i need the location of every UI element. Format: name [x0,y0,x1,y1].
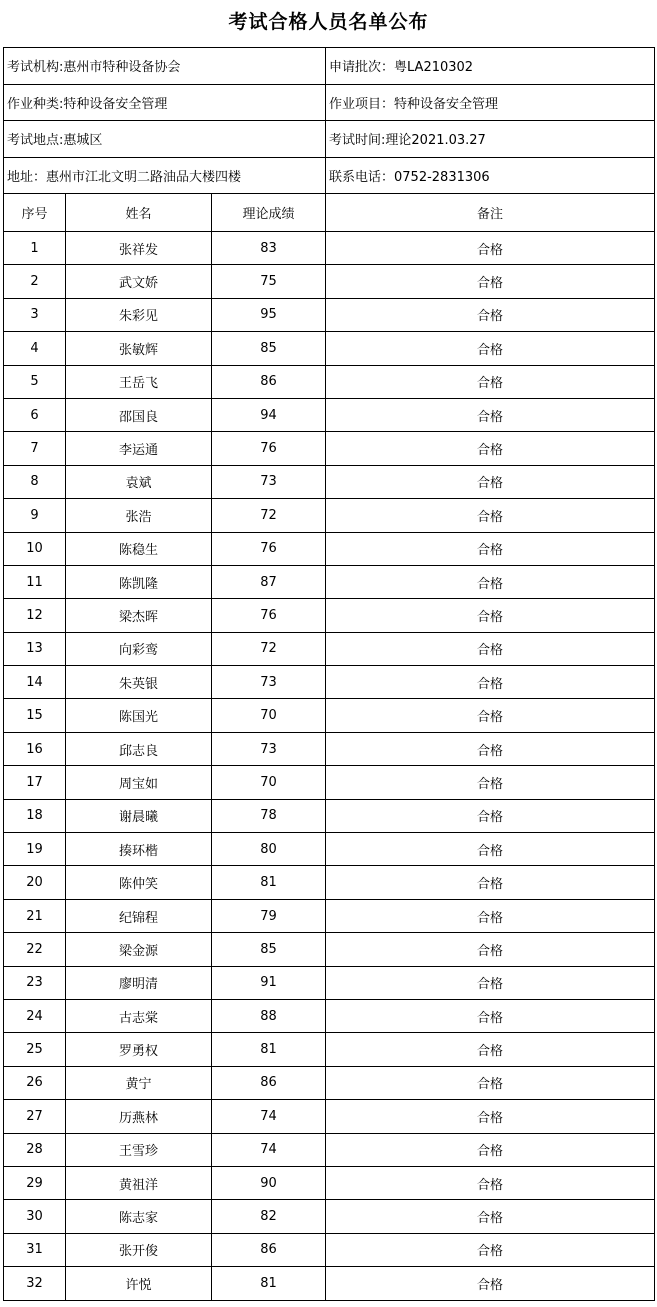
cell-name: 王雪珍 [66,1133,212,1166]
table-row [4,532,655,565]
cell-remark: 合格 [326,766,655,799]
cell-seq: 7 [4,432,66,465]
cell-remark: 合格 [326,499,655,532]
table-row [4,1133,655,1166]
cell-seq: 11 [4,565,66,598]
cell-name: 揍环楷 [66,833,212,866]
table-row [4,1100,655,1133]
cell-score: 80 [212,833,326,866]
table-row [4,265,655,298]
cell-remark: 合格 [326,1066,655,1099]
cell-score: 81 [212,866,326,899]
cell-score: 70 [212,766,326,799]
cell-name: 王岳飞 [66,365,212,398]
cell-seq: 31 [4,1233,66,1266]
cell-name: 罗勇权 [66,1033,212,1066]
cell-seq: 14 [4,666,66,699]
cell-name: 朱英银 [66,666,212,699]
cell-remark: 合格 [326,465,655,498]
results-table-body [4,48,655,1301]
cell-seq: 12 [4,599,66,632]
cell-score: 73 [212,465,326,498]
cell-score: 72 [212,632,326,665]
cell-score: 73 [212,732,326,765]
table-row [4,599,655,632]
cell-seq: 17 [4,766,66,799]
table-row [4,1233,655,1266]
cell-remark: 合格 [326,398,655,431]
table-row [4,866,655,899]
exam-location: 考试地点:惠城区 [4,121,326,158]
cell-name: 李运通 [66,432,212,465]
cell-seq: 28 [4,1133,66,1166]
cell-seq: 6 [4,398,66,431]
cell-name: 廖明清 [66,966,212,999]
cell-remark: 合格 [326,432,655,465]
work-category: 作业种类:特种设备安全管理 [4,84,326,121]
cell-score: 81 [212,1033,326,1066]
cell-remark: 合格 [326,232,655,265]
page-title: 考试合格人员名单公布 [228,10,429,33]
header-remark: 备注 [326,194,655,232]
cell-score: 82 [212,1200,326,1233]
table-row [4,298,655,331]
cell-seq: 2 [4,265,66,298]
info-row-location [4,121,655,158]
address: 地址：惠州市江北文明二路油品大楼四楼 [4,157,326,194]
table-row [4,398,655,431]
cell-remark: 合格 [326,1100,655,1133]
cell-seq: 29 [4,1166,66,1199]
cell-score: 85 [212,933,326,966]
application-batch: 申请批次：粤LA210302 [326,48,655,85]
table-row [4,332,655,365]
cell-seq: 21 [4,899,66,932]
cell-score: 94 [212,398,326,431]
cell-seq: 30 [4,1200,66,1233]
results-table [3,47,655,1301]
cell-score: 70 [212,699,326,732]
table-row [4,1200,655,1233]
table-row [4,966,655,999]
cell-name: 张敏辉 [66,332,212,365]
cell-remark: 合格 [326,933,655,966]
header-score: 理论成绩 [212,194,326,232]
cell-remark: 合格 [326,1133,655,1166]
table-row [4,365,655,398]
cell-remark: 合格 [326,332,655,365]
cell-score: 91 [212,966,326,999]
cell-score: 81 [212,1267,326,1300]
cell-name: 历燕林 [66,1100,212,1133]
cell-seq: 15 [4,699,66,732]
cell-score: 95 [212,298,326,331]
cell-name: 纪锦程 [66,899,212,932]
cell-seq: 8 [4,465,66,498]
cell-score: 76 [212,599,326,632]
table-row [4,1033,655,1066]
table-header-row [4,194,655,232]
cell-seq: 32 [4,1267,66,1300]
table-row [4,1066,655,1099]
cell-name: 陈国光 [66,699,212,732]
cell-seq: 1 [4,232,66,265]
cell-score: 72 [212,499,326,532]
cell-score: 90 [212,1166,326,1199]
table-row [4,1267,655,1300]
cell-score: 78 [212,799,326,832]
cell-score: 86 [212,365,326,398]
table-row [4,799,655,832]
info-row-address [4,157,655,194]
cell-name: 梁杰晖 [66,599,212,632]
info-row-org [4,48,655,85]
cell-score: 76 [212,432,326,465]
cell-score: 73 [212,666,326,699]
cell-score: 86 [212,1233,326,1266]
table-row [4,766,655,799]
cell-remark: 合格 [326,532,655,565]
work-item: 作业项目：特种设备安全管理 [326,84,655,121]
table-row [4,833,655,866]
cell-remark: 合格 [326,666,655,699]
table-row [4,499,655,532]
cell-seq: 22 [4,933,66,966]
cell-remark: 合格 [326,1233,655,1266]
cell-remark: 合格 [326,632,655,665]
cell-remark: 合格 [326,565,655,598]
cell-seq: 23 [4,966,66,999]
cell-remark: 合格 [326,1267,655,1300]
cell-score: 83 [212,232,326,265]
cell-name: 陈志家 [66,1200,212,1233]
cell-name: 周宝如 [66,766,212,799]
cell-name: 陈仲笑 [66,866,212,899]
table-row [4,632,655,665]
cell-name: 邱志良 [66,732,212,765]
cell-name: 张浩 [66,499,212,532]
cell-score: 74 [212,1100,326,1133]
cell-seq: 19 [4,833,66,866]
exam-time: 考试时间:理论2021.03.27 [326,121,655,158]
cell-seq: 25 [4,1033,66,1066]
cell-remark: 合格 [326,298,655,331]
cell-remark: 合格 [326,599,655,632]
cell-remark: 合格 [326,265,655,298]
cell-name: 梁金源 [66,933,212,966]
cell-seq: 20 [4,866,66,899]
cell-name: 邵国良 [66,398,212,431]
cell-seq: 24 [4,999,66,1032]
cell-name: 陈稳生 [66,532,212,565]
cell-name: 袁斌 [66,465,212,498]
cell-score: 86 [212,1066,326,1099]
table-row [4,732,655,765]
cell-name: 朱彩见 [66,298,212,331]
cell-score: 75 [212,265,326,298]
cell-seq: 3 [4,298,66,331]
cell-score: 79 [212,899,326,932]
cell-remark: 合格 [326,999,655,1032]
table-row [4,565,655,598]
cell-score: 85 [212,332,326,365]
header-name: 姓名 [66,194,212,232]
cell-seq: 10 [4,532,66,565]
cell-name: 陈凯隆 [66,565,212,598]
table-row [4,933,655,966]
cell-name: 谢晨曦 [66,799,212,832]
cell-score: 88 [212,999,326,1032]
cell-name: 古志棠 [66,999,212,1032]
cell-remark: 合格 [326,866,655,899]
cell-remark: 合格 [326,899,655,932]
contact-phone: 联系电话：0752-2831306 [326,157,655,194]
cell-seq: 9 [4,499,66,532]
cell-name: 黄祖洋 [66,1166,212,1199]
cell-remark: 合格 [326,1033,655,1066]
info-row-category [4,84,655,121]
cell-seq: 13 [4,632,66,665]
table-row [4,666,655,699]
cell-remark: 合格 [326,365,655,398]
cell-seq: 4 [4,332,66,365]
header-seq: 序号 [4,194,66,232]
cell-seq: 5 [4,365,66,398]
cell-remark: 合格 [326,833,655,866]
table-row [4,232,655,265]
cell-seq: 18 [4,799,66,832]
cell-name: 张开俊 [66,1233,212,1266]
table-row [4,432,655,465]
table-row [4,899,655,932]
cell-remark: 合格 [326,966,655,999]
cell-score: 87 [212,565,326,598]
table-row [4,1166,655,1199]
table-row [4,999,655,1032]
cell-score: 76 [212,532,326,565]
table-row [4,465,655,498]
cell-score: 74 [212,1133,326,1166]
cell-remark: 合格 [326,732,655,765]
cell-remark: 合格 [326,1200,655,1233]
exam-org: 考试机构:惠州市特种设备协会 [4,48,326,85]
cell-name: 许悦 [66,1267,212,1300]
cell-name: 黄宁 [66,1066,212,1099]
cell-seq: 16 [4,732,66,765]
table-row [4,699,655,732]
cell-name: 武文娇 [66,265,212,298]
cell-name: 向彩鸾 [66,632,212,665]
cell-remark: 合格 [326,1166,655,1199]
cell-seq: 26 [4,1066,66,1099]
cell-remark: 合格 [326,699,655,732]
cell-name: 张祥发 [66,232,212,265]
cell-seq: 27 [4,1100,66,1133]
cell-remark: 合格 [326,799,655,832]
